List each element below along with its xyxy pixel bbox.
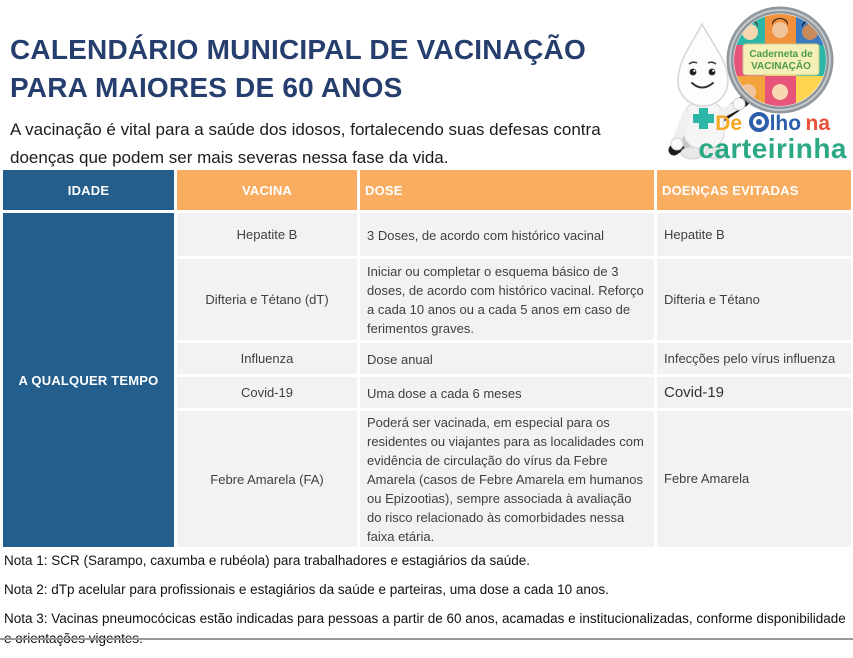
col-header-vacina: VACINA: [177, 170, 357, 210]
cell-dose-influenza: Dose anual: [360, 343, 654, 374]
logo-word-de: De: [715, 112, 743, 135]
note-1: Nota 1: SCR (Sarampo, caxumba e rubéola) para trabalhadores e estagiários da saúde.: [4, 553, 531, 568]
cell-dose-hepatite-b: 3 Doses, de acordo com histórico vacinal: [360, 213, 654, 256]
cell-vacina-covid19: Covid-19: [177, 377, 357, 408]
svg-text:Caderneta de: Caderneta de: [749, 49, 813, 60]
cell-dose-febre-amarela: Poderá ser vacinada, em especial para os residentes ou viajantes para as localidades com evidência de circulação do vírus da Febre Amarela (casos de Febre Amarela em humanos ou Epizootias), sempre associada à avaliação do risco relacionado às comorbidades nessa faixa etária.: [360, 411, 654, 547]
cell-doencas-hepatite-b: Hepatite B: [657, 213, 851, 256]
page-title-line1: CALENDÁRIO MUNICIPAL DE VACINAÇÃO: [10, 33, 586, 65]
svg-text:VACINAÇÃO: VACINAÇÃO: [751, 61, 811, 72]
cell-vacina-influenza: Influenza: [177, 343, 357, 374]
vaccination-card-badge: [743, 44, 819, 75]
cell-dose-covid19: Uma dose a cada 6 meses: [360, 377, 654, 408]
cell-doencas-covid19: Covid-19: [657, 377, 851, 408]
mascot-illustration: [640, 0, 853, 168]
col-header-idade: IDADE: [3, 170, 174, 210]
cell-vacina-febre-amarela: Febre Amarela (FA): [177, 411, 357, 547]
magnifier-icon: [730, 10, 830, 110]
page-title: [10, 31, 630, 107]
vaccination-table: [3, 170, 851, 547]
cell-doencas-influenza: Infecções pelo vírus influenza: [657, 343, 851, 374]
logo-word-na: na: [805, 112, 831, 135]
eye-icon: [749, 112, 769, 132]
cell-doencas-difteria: Difteria e Tétano: [657, 259, 851, 340]
note-2: Nota 2: dTp acelular para profissionais e estagiários da saúde e parteiras, uma dose a cada 10 anos.: [4, 582, 609, 597]
cell-vacina-hepatite-b: Hepatite B: [177, 213, 357, 256]
page-title-line2: PARA MAIORES DE 60 ANOS: [10, 71, 403, 103]
cell-dose-difteria: Iniciar ou completar o esquema básico de 3 doses, de acordo com histórico vacinal. Reforço a cada 10 anos ou a cada 5 anos em caso de ferimentos graves.: [360, 259, 654, 340]
logo-tagline: [698, 112, 847, 164]
col-header-doencas: DOENÇAS EVITADAS: [657, 170, 851, 210]
logo-word-carteirinha: carteirinha: [698, 133, 847, 164]
cell-vacina-difteria: Difteria e Tétano (dT): [177, 259, 357, 340]
age-group-cell: A QUALQUER TEMPO: [3, 213, 174, 547]
cell-doencas-febre-amarela: Febre Amarela: [657, 411, 851, 547]
col-header-dose: DOSE: [360, 170, 654, 210]
note-3: Nota 3: Vacinas pneumocócicas estão indicadas para pessoas a partir de 60 anos, acamadas e institucionalizadas, conforme disponibilidade e orientações vigentes.: [4, 611, 846, 646]
logo-word-olho: lho: [769, 112, 802, 135]
intro-paragraph: A vacinação é vital para a saúde dos idosos, fortalecendo suas defesas contra doenças que podem ser mais severas nessa fase da vida.: [10, 120, 601, 167]
bottom-divider: [0, 638, 853, 640]
